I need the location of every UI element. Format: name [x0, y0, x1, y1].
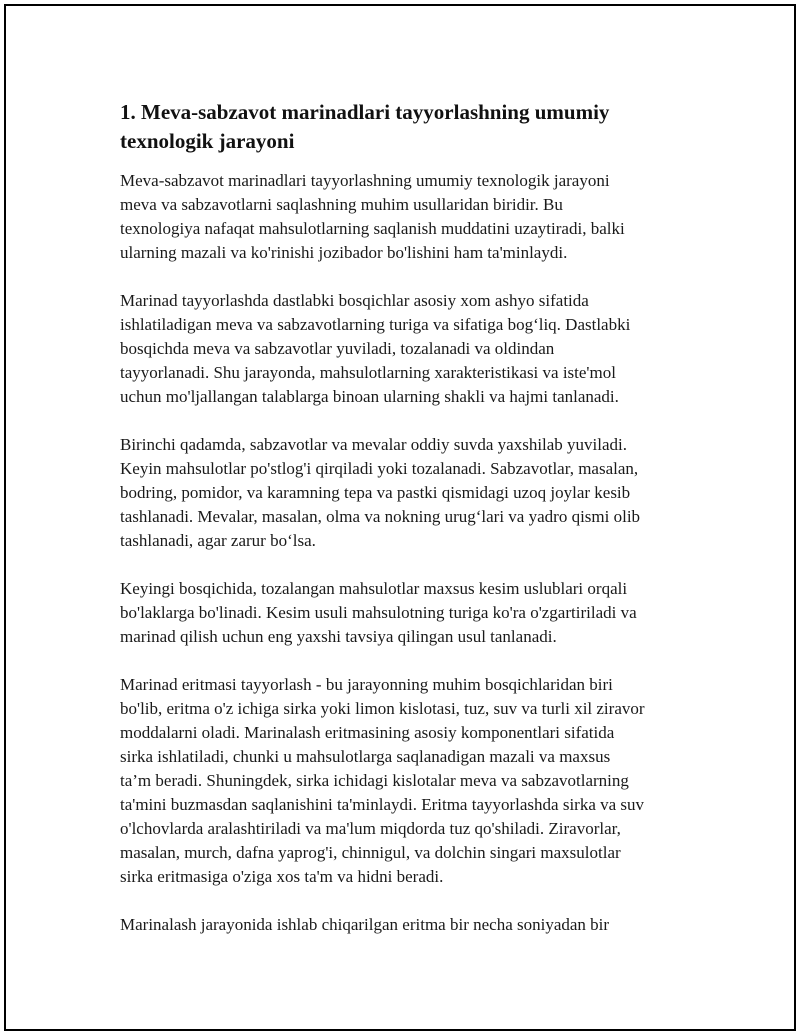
paragraph-initial-stages: Marinad tayyorlashda dastlabki bosqichlar asosiy xom ashyo sifatida ishlatiladigan meva va sabzavotlarning turiga va sifatiga bog‘liq. Dastlabki bosqichda meva va sabzavotlar yuviladi, tozalanadi va oldindan tayyorlanadi. Shu jarayonda, mahsulotlarning xarakteristikasi va iste'mol uchun mo'ljallangan talablarga binoan ularning shakli va hajmi tanlanadi.	[120, 291, 631, 406]
section-heading: 1. Meva-sabzavot marinadlari tayyorlashning umumiy texnologik jarayoni	[120, 100, 610, 153]
paragraph-intro: Meva-sabzavot marinadlari tayyorlashning umumiy texnologik jarayoni meva va sabzavotlarni saqlashning muhim usullaridan biridir. Bu texnologiya nafaqat mahsulotlarning saqlanish muddatini uzaytiradi, balki ularning mazali va ko'rinishi jozibador bo'lishini ham ta'minlaydi.	[120, 171, 625, 262]
page-border	[4, 4, 796, 1031]
paragraph-marinade-solution: Marinad eritmasi tayyorlash - bu jarayonning muhim bosqichlaridan biri bo'lib, eritma o'z ichiga sirka yoki limon kislotasi, tuz, suv va turli xil ziravor moddalarni oladi. Marinalash eritmasining asosiy komponentlari sifatida sirka ishlatiladi, chunki u mahsulotlarga saqlanadigan mazali va maxsus ta’m beradi. Shuningdek, sirka ichidagi kislotalar meva va sabzavotlarning ta'mini buzmasdan saqlanishini ta'minlaydi. Eritma tayyorlashda sirka va suv o'lchovlarda aralashtiriladi va ma'lum miqdorda tuz qo'shiladi. Ziravorlar, masalan, murch, dafna yaprog'i, chinnigul, va dolchin singari maxsulotlar sirka eritmasiga o'ziga xos ta'm va hidni beradi.	[120, 675, 645, 886]
paragraph-first-step: Birinchi qadamda, sabzavotlar va mevalar oddiy suvda yaxshilab yuviladi. Keyin mahsulotlar po'stlog'i qirqiladi yoki tozalanadi. Sabzavotlar, masalan, bodring, pomidor, va karamning tepa va pastki qismidagi uzoq joylar kesib tashlanadi. Mevalar, masalan, olma va nokning urug‘lari va yadro qismi olib tashlanadi, agar zarur bo‘lsa.	[120, 435, 641, 550]
document-body	[120, 98, 700, 961]
paragraph-cutting: Keyingi bosqichida, tozalangan mahsulotlar maxsus kesim uslublari orqali bo'laklarga bo'linadi. Kesim usuli mahsulotning turiga ko'ra o'zgartiriladi va marinad qilish uchun eng yaxshi tavsiya qilingan usul tanlanadi.	[120, 579, 637, 646]
paragraph-marinating-process: Marinalash jarayonida ishlab chiqarilgan eritma bir necha soniyadan bir	[120, 915, 610, 934]
